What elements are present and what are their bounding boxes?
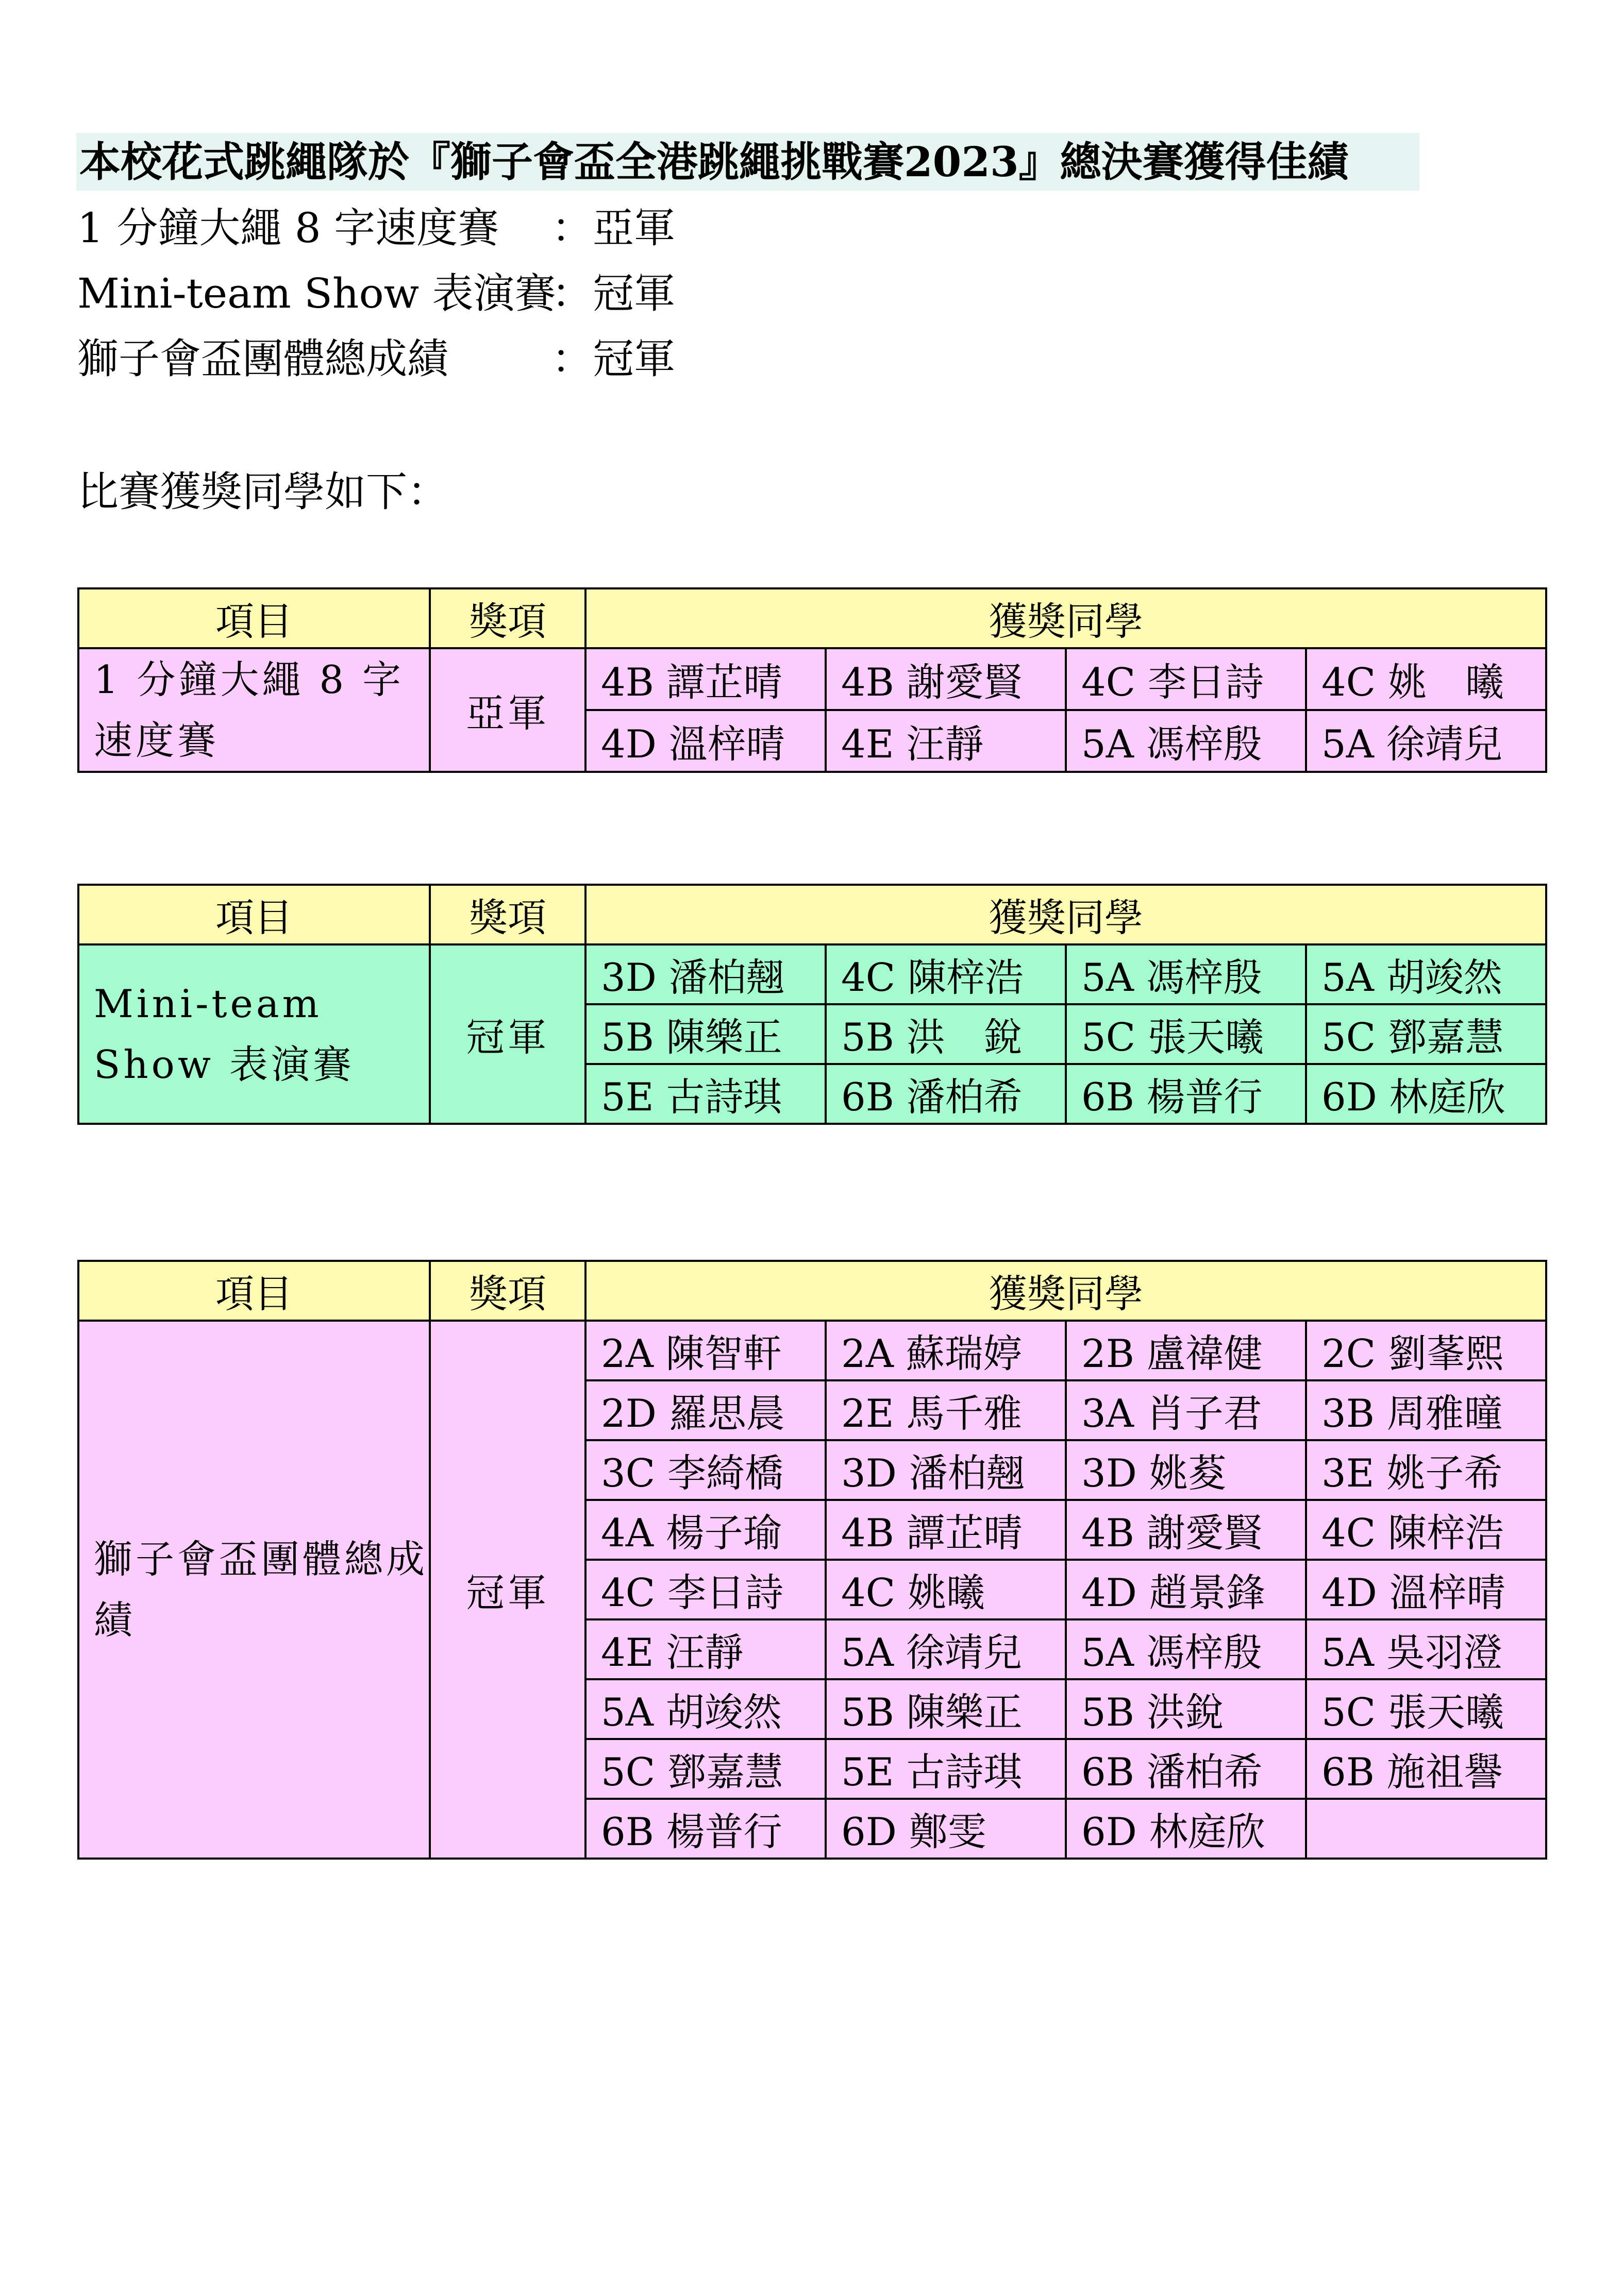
student-cell: 2C 劉莑熙	[1306, 1321, 1546, 1380]
student-cell: 5A 徐靖兒	[1306, 710, 1546, 772]
student-cell: 2D 羅思晨	[585, 1380, 826, 1440]
student-cell: 5A 馮梓殷	[1066, 710, 1306, 772]
student-cell: 6B 施祖譽	[1306, 1739, 1546, 1799]
result-value: ：亞軍	[551, 204, 675, 252]
student-cell: 4D 溫梓晴	[1306, 1560, 1546, 1619]
table-row	[78, 1321, 1546, 1380]
student-cell: 3A 肖子君	[1066, 1380, 1306, 1440]
header-item: 項目	[78, 1261, 430, 1321]
student-cell: 4C 姚曦	[826, 1560, 1066, 1619]
student-cell: 5B 洪 銳	[826, 1004, 1066, 1064]
result-line-1	[77, 202, 675, 254]
student-cell: 5A 徐靖兒	[826, 1619, 1066, 1679]
student-cell: 4C 李日詩	[1066, 648, 1306, 710]
student-cell: 3D 姚荾	[1066, 1440, 1306, 1500]
header-students: 獲獎同學	[585, 1261, 1546, 1321]
table-header-row	[78, 885, 1546, 944]
student-cell: 2A 蘇瑞婷	[826, 1321, 1066, 1380]
header-prize: 獎項	[430, 885, 585, 944]
student-cell: 5C 張天曦	[1306, 1679, 1546, 1739]
result-label: 1 分鐘大繩 8 字速度賽	[77, 204, 499, 252]
student-cell: 5A 胡竣然	[585, 1679, 826, 1739]
student-cell: 4B 譚芷晴	[826, 1500, 1066, 1560]
header-prize: 獎項	[430, 1261, 585, 1321]
student-cell: 3E 姚子希	[1306, 1440, 1546, 1500]
student-cell: 5A 馮梓殷	[1066, 944, 1306, 1004]
student-cell: 3B 周雅曈	[1306, 1380, 1546, 1440]
student-cell: 4C 陳梓浩	[1306, 1500, 1546, 1560]
award-table-team	[77, 1260, 1547, 1860]
result-line-3	[77, 333, 675, 385]
student-cell: 5C 鄧嘉慧	[1306, 1004, 1546, 1064]
student-cell: 2A 陳智軒	[585, 1321, 826, 1380]
student-cell: 4C 李日詩	[585, 1560, 826, 1619]
student-cell: 3D 潘柏翹	[826, 1440, 1066, 1500]
page-title: 本校花式跳繩隊於『獅子會盃全港跳繩挑戰賽2023』總決賽獲得佳績	[76, 133, 1419, 191]
header-item: 項目	[78, 588, 430, 648]
student-cell: 5C 張天曦	[1066, 1004, 1306, 1064]
student-cell	[1306, 1799, 1546, 1859]
header-students: 獲獎同學	[585, 885, 1546, 944]
item-cell: Mini-team Show 表演賽	[78, 944, 430, 1124]
result-label: Mini-team Show 表演賽	[77, 269, 556, 317]
student-cell: 4E 汪靜	[826, 710, 1066, 772]
student-cell: 3D 潘柏翹	[585, 944, 826, 1004]
student-cell: 4D 趙景鋒	[1066, 1560, 1306, 1619]
student-cell: 4C 姚 曦	[1306, 648, 1546, 710]
table-row	[78, 944, 1546, 1004]
student-cell: 4B 謝愛賢	[1066, 1500, 1306, 1560]
student-cell: 5A 吳羽澄	[1306, 1619, 1546, 1679]
student-cell: 4E 汪靜	[585, 1619, 826, 1679]
student-cell: 4D 溫梓晴	[585, 710, 826, 772]
prize-cell: 亞軍	[430, 648, 585, 772]
student-cell: 5B 陳樂正	[826, 1679, 1066, 1739]
student-cell: 6B 楊普行	[1066, 1064, 1306, 1124]
student-cell: 5C 鄧嘉慧	[585, 1739, 826, 1799]
student-cell: 4C 陳梓浩	[826, 944, 1066, 1004]
student-cell: 4B 譚芷晴	[585, 648, 826, 710]
award-table-show	[77, 884, 1547, 1125]
student-cell: 5E 古詩琪	[826, 1739, 1066, 1799]
item-cell: 獅子會盃團體總成績	[78, 1321, 430, 1859]
header-students: 獲獎同學	[585, 588, 1546, 648]
student-cell: 5E 古詩琪	[585, 1064, 826, 1124]
prize-cell: 冠軍	[430, 944, 585, 1124]
item-cell: 1 分鐘大繩 8 字速度賽	[78, 648, 430, 772]
student-cell: 2E 馬千雅	[826, 1380, 1066, 1440]
table-header-row	[78, 1261, 1546, 1321]
header-item: 項目	[78, 885, 430, 944]
student-cell: 6D 林庭欣	[1306, 1064, 1546, 1124]
student-cell: 6B 潘柏希	[826, 1064, 1066, 1124]
student-cell: 6B 潘柏希	[1066, 1739, 1306, 1799]
result-line-2	[77, 268, 675, 319]
intro-text: 比賽獲獎同學如下：	[77, 468, 448, 516]
student-cell: 5B 洪銳	[1066, 1679, 1306, 1739]
student-cell: 6D 林庭欣	[1066, 1799, 1306, 1859]
result-value: ：冠軍	[551, 269, 675, 317]
student-cell: 5A 馮梓殷	[1066, 1619, 1306, 1679]
table-header-row	[78, 588, 1546, 648]
student-cell: 4B 謝愛賢	[826, 648, 1066, 710]
student-cell: 4A 楊子瑜	[585, 1500, 826, 1560]
student-cell: 5A 胡竣然	[1306, 944, 1546, 1004]
table-row	[78, 648, 1546, 710]
result-value: ：冠軍	[551, 335, 675, 383]
award-table-speed	[77, 587, 1547, 773]
prize-cell: 冠軍	[430, 1321, 585, 1859]
student-cell: 2B 盧禕健	[1066, 1321, 1306, 1380]
student-cell: 6D 鄭雯	[826, 1799, 1066, 1859]
header-prize: 獎項	[430, 588, 585, 648]
result-label: 獅子會盃團體總成績	[77, 335, 448, 383]
student-cell: 5B 陳樂正	[585, 1004, 826, 1064]
student-cell: 6B 楊普行	[585, 1799, 826, 1859]
student-cell: 3C 李綺橋	[585, 1440, 826, 1500]
